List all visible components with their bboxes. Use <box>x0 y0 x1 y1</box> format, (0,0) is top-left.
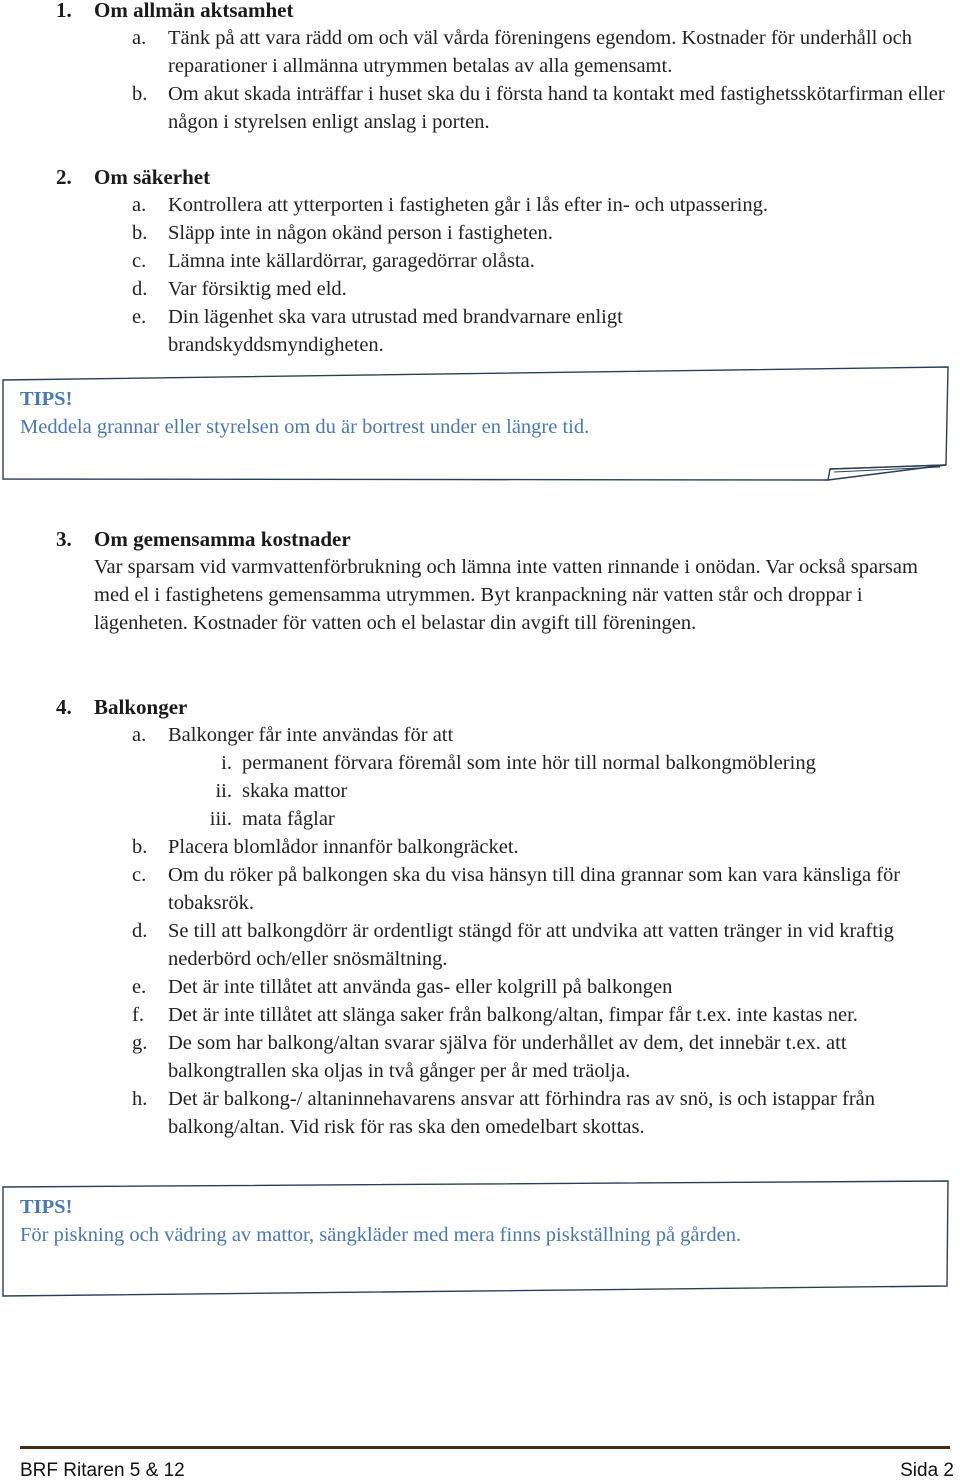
list-item <box>0 861 913 917</box>
list-item <box>0 833 960 861</box>
list-marker: e. <box>132 306 147 328</box>
list-item-text: De som har balkong/altan svarar själva för underhållet av dem, det innebär t.ex. att balkongtrallen ska oljas in två gånger per år med träolja. <box>168 1032 847 1082</box>
list-item <box>0 275 960 303</box>
list-marker: a. <box>132 724 147 746</box>
section-2-list <box>0 191 960 359</box>
section-4-heading <box>56 693 187 721</box>
list-item-text: Din lägenhet ska vara utrustad med brandvarnare enligt brandskyddsmyndigheten. <box>168 306 623 356</box>
list-subitem <box>0 805 960 833</box>
list-item <box>0 973 960 1001</box>
list-marker: b. <box>132 836 148 858</box>
list-item-text: Om akut skada inträffar i huset ska du i första hand ta kontakt med fastighetsskötarfirman eller någon i styrelsen enligt anslag i porten. <box>168 83 945 133</box>
list-item-text: Se till att balkongdörr är ordentligt stängd för att undvika att vatten tränger in vid kraftig nederbörd och/eller snösmältning. <box>168 920 894 970</box>
list-item-text: Placera blomlådor innanför balkongräcket. <box>168 836 519 858</box>
list-item <box>0 24 960 80</box>
tips-text: För piskning och vädring av mattor, sängkläder med mera finns piskställning på gården. <box>20 1224 742 1246</box>
list-item-text: Kontrollera att ytterporten i fastigheten går i lås efter in- och utpassering. <box>168 194 768 216</box>
section-number: 4. <box>56 695 72 719</box>
section-1-heading <box>56 0 294 24</box>
list-item <box>0 721 960 749</box>
list-marker: iii. <box>209 808 232 830</box>
section-number: 2. <box>56 165 72 189</box>
list-marker: a. <box>132 27 147 49</box>
tips-box-2 <box>20 1193 940 1249</box>
list-item <box>0 1085 888 1141</box>
list-item-text: Om du röker på balkongen ska du visa hänsyn till dina grannar som kan vara känsliga för tobaksrök. <box>168 864 901 914</box>
list-marker: c. <box>132 864 147 886</box>
footer-page-number: Sida 2 <box>900 1460 954 1481</box>
list-item <box>0 917 953 973</box>
list-marker: d. <box>132 278 148 300</box>
list-marker: b. <box>132 222 148 244</box>
list-marker: f. <box>132 1004 144 1026</box>
list-item <box>0 303 728 359</box>
section-title: Balkonger <box>94 695 188 719</box>
section-title: Om säkerhet <box>94 165 211 189</box>
list-item-text: Tänk på att vara rädd om och väl vårda föreningens egendom. Kostnader för underhåll och reparationer i allmänna utrymmen betalas av alla gemensamt. <box>168 27 912 77</box>
list-marker: ii. <box>215 780 232 802</box>
list-marker: b. <box>132 83 148 105</box>
list-item-text: Släpp inte in någon okänd person i fastigheten. <box>168 222 553 244</box>
list-marker: h. <box>132 1088 148 1110</box>
list-item-text: Det är inte tillåtet att använda gas- eller kolgrill på balkongen <box>168 976 673 998</box>
tips-label: TIPS! <box>20 388 73 410</box>
list-item-text: Balkonger får inte användas för att <box>168 724 454 746</box>
list-marker: g. <box>132 1032 148 1054</box>
list-marker: i. <box>221 752 232 774</box>
list-marker: d. <box>132 920 148 942</box>
list-item <box>0 247 960 275</box>
section-3-heading <box>56 525 351 553</box>
list-item-text: Var försiktig med eld. <box>168 278 347 300</box>
list-item-text: permanent förvara föremål som inte hör till normal balkongmöblering <box>242 752 816 774</box>
section-1-list <box>0 24 960 136</box>
list-item <box>0 80 960 136</box>
list-marker: c. <box>132 250 147 272</box>
section-4-list <box>0 721 960 1141</box>
list-marker: e. <box>132 976 147 998</box>
list-item-text: skaka mattor <box>242 780 348 802</box>
list-subitem <box>0 749 960 777</box>
section-number: 1. <box>56 0 72 22</box>
list-item <box>0 1001 946 1029</box>
footer-rule <box>20 1446 950 1449</box>
section-title: Om gemensamma kostnader <box>94 527 351 551</box>
section-number: 3. <box>56 527 72 551</box>
list-item <box>0 1029 948 1085</box>
section-2-heading <box>56 163 210 191</box>
footer-org-name: BRF Ritaren 5 & 12 <box>20 1460 185 1481</box>
list-item <box>0 191 960 219</box>
section-title: Om allmän aktsamhet <box>94 0 294 22</box>
list-item-text: mata fåglar <box>242 808 335 830</box>
tips-text: Meddela grannar eller styrelsen om du är bortrest under en längre tid. <box>20 416 590 438</box>
section-3-paragraph: Var sparsam vid varmvattenförbrukning och lämna inte vatten rinnande i onödan. Var också sparsam med el i fastighetens gemensamma utrymmen. Byt kranpackning när vatten står och droppar i lägenheten. Kostnader för vatten och el belastar din avgift till föreningen. <box>94 556 918 634</box>
tips-label: TIPS! <box>20 1196 73 1218</box>
list-item-text: Lämna inte källardörrar, garagedörrar olåsta. <box>168 250 535 272</box>
list-item-text: Det är inte tillåtet att slänga saker från balkong/altan, fimpar får t.ex. inte kastas ner. <box>168 1004 858 1026</box>
list-item <box>0 219 960 247</box>
list-item-text: Det är balkong-/ altaninnehavarens ansvar att förhindra ras av snö, is och istappar från balkong/altan. Vid risk för ras ska den omedelbart skottas. <box>168 1088 875 1138</box>
list-marker: a. <box>132 194 147 216</box>
tips-box-1 <box>20 385 940 441</box>
list-subitem <box>0 777 960 805</box>
